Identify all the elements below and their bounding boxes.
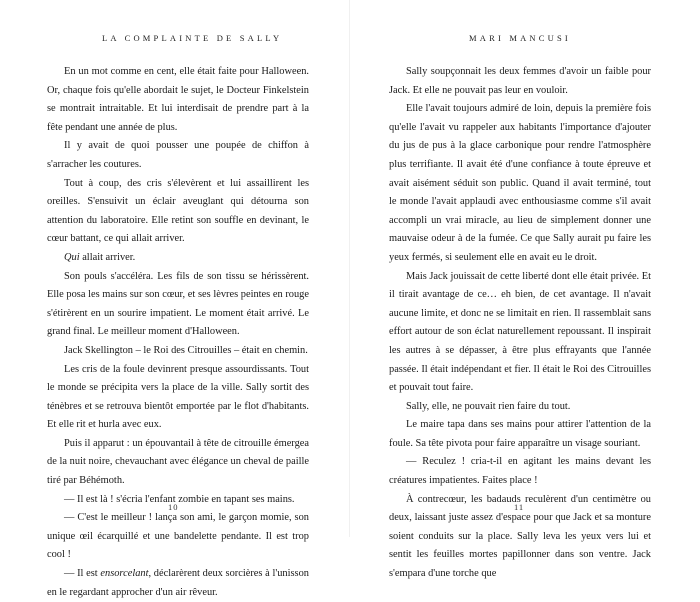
page-number-left: 10: [168, 502, 179, 512]
paragraph: — Reculez ! cria-t-il en agitant les mains devant les créatures impatientes. Faites place !: [389, 456, 651, 487]
paragraph: Sally, elle, ne pouvait rien faire du tout.: [406, 400, 571, 412]
running-head-left: LA COMPLAINTE DE SALLY: [102, 33, 283, 43]
paragraph: Le maire tapa dans ses mains pour attirer l'attention de la foule. Sa tête pivota pour faire apparaître un visage souriant.: [389, 419, 651, 449]
page-number-right: 11: [514, 502, 525, 512]
paragraph: Tout à coup, des cris s'élevèrent et lui assaillirent les oreilles. S'ensuivit un éclair aveuglant qui détourna son attention du laboratoire. Elle retint son souffle en devinant, le cœur battant, ce qui allait arriver.: [47, 177, 309, 245]
paragraph: En un mot comme en cent, elle était faite pour Halloween. Or, chaque fois qu'elle abordait le sujet, le Docteur Finkelstein se montrait intraitable. Et lui interdisait de prendre part à la fête pendant une année de plus.: [47, 66, 309, 133]
paragraph: Sally soupçonnait les deux femmes d'avoir un faible pour Jack. Et elle ne pouvait pas leur en vouloir.: [389, 66, 651, 96]
paragraph: — Il est là ! s'écria l'enfant zombie en tapant ses mains.: [64, 493, 295, 505]
left-page-body: [47, 63, 309, 602]
paragraph: À contrecœur, les badauds reculèrent d'un centimètre ou deux, laissant juste assez d'espace pour que Jack et sa monture soient conduits sur la place. Sally leva les yeux vers lui et sentit les feuilles mortes papillonner dans son ventre. Jack s'empara d'une torche que: [389, 493, 651, 580]
paragraph: Elle l'avait toujours admiré de loin, depuis la première fois qu'elle l'avait vu rappeler aux habitants l'importance d'ajouter du jus de pus à la glace carbonique pour rendre l'atmosphère plus terrifiante. Il avait été d'une confiance à toute épreuve et avait aisément séduit son public. Quand il avait terminé, tout le monde l'avait applaudi avec enthousiasme comme s'il avait accompli un vrai miracle, au lieu de simplement donner une mauvaise odeur à de la fumée. Ce que Sally aurait pu faire les yeux fermés, si seulement elle en avait eu le droit.: [389, 103, 651, 263]
paragraph: Son pouls s'accéléra. Les fils de son tissu se hérissèrent. Elle posa les mains sur son cœur, et ses lèvres peintes en rouge s'étirèrent en un sourire impatient. Le moment était arrivé. Le grand final. Le meilleur moment d'Halloween.: [47, 270, 309, 338]
emphasis-qui: Qui: [64, 251, 80, 263]
paragraph: Les cris de la foule devinrent presque assourdissants. Tout le monde se précipita vers la place de la ville. Sally sortit des ténèbres et se retrouva bientôt emportée par le flot d'habitants. Et elle rit et hurla avec eux.: [47, 363, 309, 431]
paragraph: — C'est le meilleur ! lança son ami, le garçon momie, son unique œil écarquillé et une bandelette pendante. Il est trop cool !: [47, 512, 309, 561]
paragraph: — Il est ensorcelant, déclarèrent deux sorcières à l'unisson en le regardant approcher d'un air rêveur.: [47, 568, 309, 598]
paragraph: Il y avait de quoi pousser une poupée de chiffon à s'arracher les coutures.: [47, 140, 309, 170]
paragraph: Qui allait arriver.: [64, 251, 136, 263]
running-head-right: MARI MANCUSI: [469, 33, 571, 43]
left-page: [0, 0, 350, 598]
right-page: [350, 0, 700, 580]
paragraph: Jack Skellington – le Roi des Citrouilles – était en chemin.: [64, 344, 308, 356]
paragraph: Mais Jack jouissait de cette liberté dont elle était privée. Et il tirait avantage de ce… eh bien, de cet avantage. Il n'avait aucune limite, et donc ne se limitait en rien. Il rassemblait sans effort autour de son éclat naturellement repoussant. Il inspirait les autres à se dépasser, à être plus effrayants que l'année passée. Il était indépendant et fier. Il était le Roi des Citrouilles et pouvait tout faire.: [389, 270, 651, 394]
paragraph: Puis il apparut : un épouvantail à tête de citrouille émergea de la nuit noire, chevauchant avec élégance un cheval de paille tiré par Béhémoth.: [47, 437, 309, 487]
emphasis-ensorcelant: ensorcelant: [100, 568, 149, 580]
